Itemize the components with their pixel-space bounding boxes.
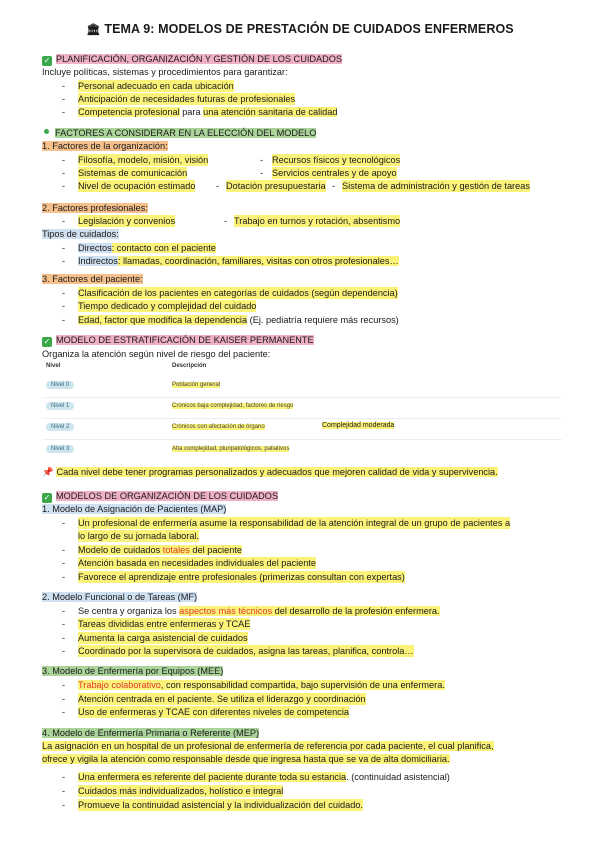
section-heading-planificacion: ✓ PLANIFICACIÓN, ORGANIZACIÓN Y GESTIÓN DE LOS CUIDADOS	[43, 54, 343, 65]
subheading-organizacion: 1. Factores de la organización:	[42, 141, 168, 151]
s1-intro: Incluye políticas, sistemas y procedimientos para garantizar:	[42, 67, 288, 77]
check-icon: ✓	[43, 337, 51, 346]
table-row: Nivel 1 Crónicos baja complejidad, factores de riesgo	[42, 398, 562, 419]
document-page: 🏛 TEMA 9: MODELOS DE PRESTACIÓN DE CUIDADOS ENFERMEROS ✓ PLANIFICACIÓN, ORGANIZACIÓN Y GESTIÓN DE LOS CUIDADOS Incluye políticas, sistemas y procedimientos para garantizar: - Personal adecuado en cada ubicación - Anticipación de necesidades futuras de profesionales - Competencia profesional para una atención sanitaria de calidad FACTORES A CONSIDERAR EN LA ELECCIÓN DEL MODELO 1. Factores de la organización: - Filosofía, modelo, misión, visión - Recursos físicos y tecnológicos - Sistemas de comunicación - Servicios centrales y de apoyo - Nivel de ocupación estimado - Dotación presupuestaria - Sistema de administración y gestión de tareas 2. Factores profesionales: - Legislación y convenios - Trabajo en turnos y rotación, absentismo Tipos de cuidados: - Directos: contacto con el paciente - Indirectos: llamadas, coordinación, familiares, visitas con otros profesionales… 3. Factores del paciente: - Clasificación de los pacientes en categorías de cuidados (según dependencia) - Tiempo dedicado y complejidad del cuidado - Edad, factor que modifica la dependencia (Ej. pediatría requiere más recursos) ✓ MODELO DE ESTRATIFICACIÓN DE KAISER PERMANENTE Organiza la atención según nivel de riesgo del paciente: Nivel Descripción Nivel 0 Población general Nivel 1 Crónicos baja complejidad, factores de riesgo Nivel 2 Crónicos con afectación de órgano Complejidad moderada Nivel 3 Alta complejidad, pluripatológicos, paliativos 📌 Cada nivel debe tener programas personalizados y adecuados que mejoren calidad de vida y supervivencia. ✓ MODELOS DE ORGANIZACIÓN DE LOS CUIDADOS 1. Modelo de Asignación de Pacientes (MAP) - Un profesional de enfermería asume la responsabilidad de la atención integral de un grupo de pacientes a lo largo de su jornada laboral. - Modelo de cuidados totales del paciente - Atención basada en necesidades individuales del paciente - Favorece el aprendizaje entre profesionales (primerizas consultan con expertas) 2. Modelo Funcional o de Tareas (MF) - Se centra y organiza los aspectos más técnicos del desarrollo de la profesión enfermera. - Tareas divididas entre enfermeras y TCAE - Aumenta la carga asistencial de cuidados - Coordinado por la supervisora de cuidados, asigna las tareas, planifica, controla… 3. Modelo de Enfermería por Equipos (MEE) - Trabajo colaborativo, con responsabilidad compartida, bajo supervisión de una enfermera. - Atención centrada en el paciente. Se utiliza el liderazgo y coordinación - Uso de enfermeras y TCAE con diferentes niveles de competencia 4. Modelo de Enfermería Primaria o Referente (MEP) La asignación en un hospital de un profesional de enfermería de referencia por cada paciente, el cual planifica, ofrece y vigila la atención como responsable desde que ingresa hasta que se va de alta domiciliaria. - Una enfermera es referente del paciente durante toda su estancia. (continuidad asistencial) - Cuidados más individualizados, holístico e integral - Promueve la continuidad asistencial y la individualización del cuidado.	[0, 0, 600, 848]
page-title-text: TEMA 9: MODELOS DE PRESTACIÓN DE CUIDADOS ENFERMEROS	[104, 22, 514, 36]
table-row: Nivel 2 Crónicos con afectación de órgano Complejidad moderada	[42, 419, 562, 440]
table-header-level: Nivel	[46, 363, 61, 369]
mep-paragraph-line-2: ofrece y vigila la atención como responsable desde que ingresa hasta que se va de alta domiciliaria.	[42, 754, 450, 764]
table-row: Nivel 3 Alta complejidad, pluripatológicos, paliativos	[42, 441, 562, 462]
bank-icon: 🏛	[86, 24, 101, 36]
subheading-map: 1. Modelo de Asignación de Pacientes (MAP)	[42, 504, 227, 514]
section-heading-kaiser: ✓ MODELO DE ESTRATIFICACIÓN DE KAISER PERMANENTE	[43, 335, 314, 346]
s3-intro: Organiza la atención según nivel de riesgo del paciente:	[42, 349, 271, 359]
table-row: Nivel 0 Población general	[42, 377, 562, 398]
annotation-complejidad: Complejidad moderada	[322, 422, 395, 429]
kaiser-note: 📌 Cada nivel debe tener programas personalizados y adecuados que mejoren calidad de vida y supervivencia.	[42, 467, 498, 477]
mep-paragraph-line-1: La asignación en un hospital de un profesional de enfermería de referencia por cada paciente, el cual planifica,	[42, 741, 494, 751]
subheading-profesionales: 2. Factores profesionales:	[42, 203, 148, 213]
check-icon: ✓	[43, 56, 51, 65]
bullet-dot-icon	[44, 129, 49, 134]
subheading-mee: 3. Modelo de Enfermería por Equipos (MEE)	[42, 666, 224, 676]
subheading-paciente: 3. Factores del paciente:	[42, 274, 143, 284]
table-header-desc: Descripción	[172, 363, 207, 369]
section-heading-organizacion: ✓ MODELOS DE ORGANIZACIÓN DE LOS CUIDADOS	[43, 491, 279, 502]
subheading-mf: 2. Modelo Funcional o de Tareas (MF)	[42, 592, 198, 602]
subheading-mep: 4. Modelo de Enfermería Primaria o Referente (MEP)	[42, 728, 260, 738]
page-title	[0, 22, 600, 36]
check-icon: ✓	[43, 493, 51, 502]
pushpin-icon: 📌	[42, 467, 54, 477]
tipos-label: Tipos de cuidados:	[42, 229, 119, 239]
section-heading-factores: FACTORES A CONSIDERAR EN LA ELECCIÓN DEL MODELO	[42, 127, 316, 139]
